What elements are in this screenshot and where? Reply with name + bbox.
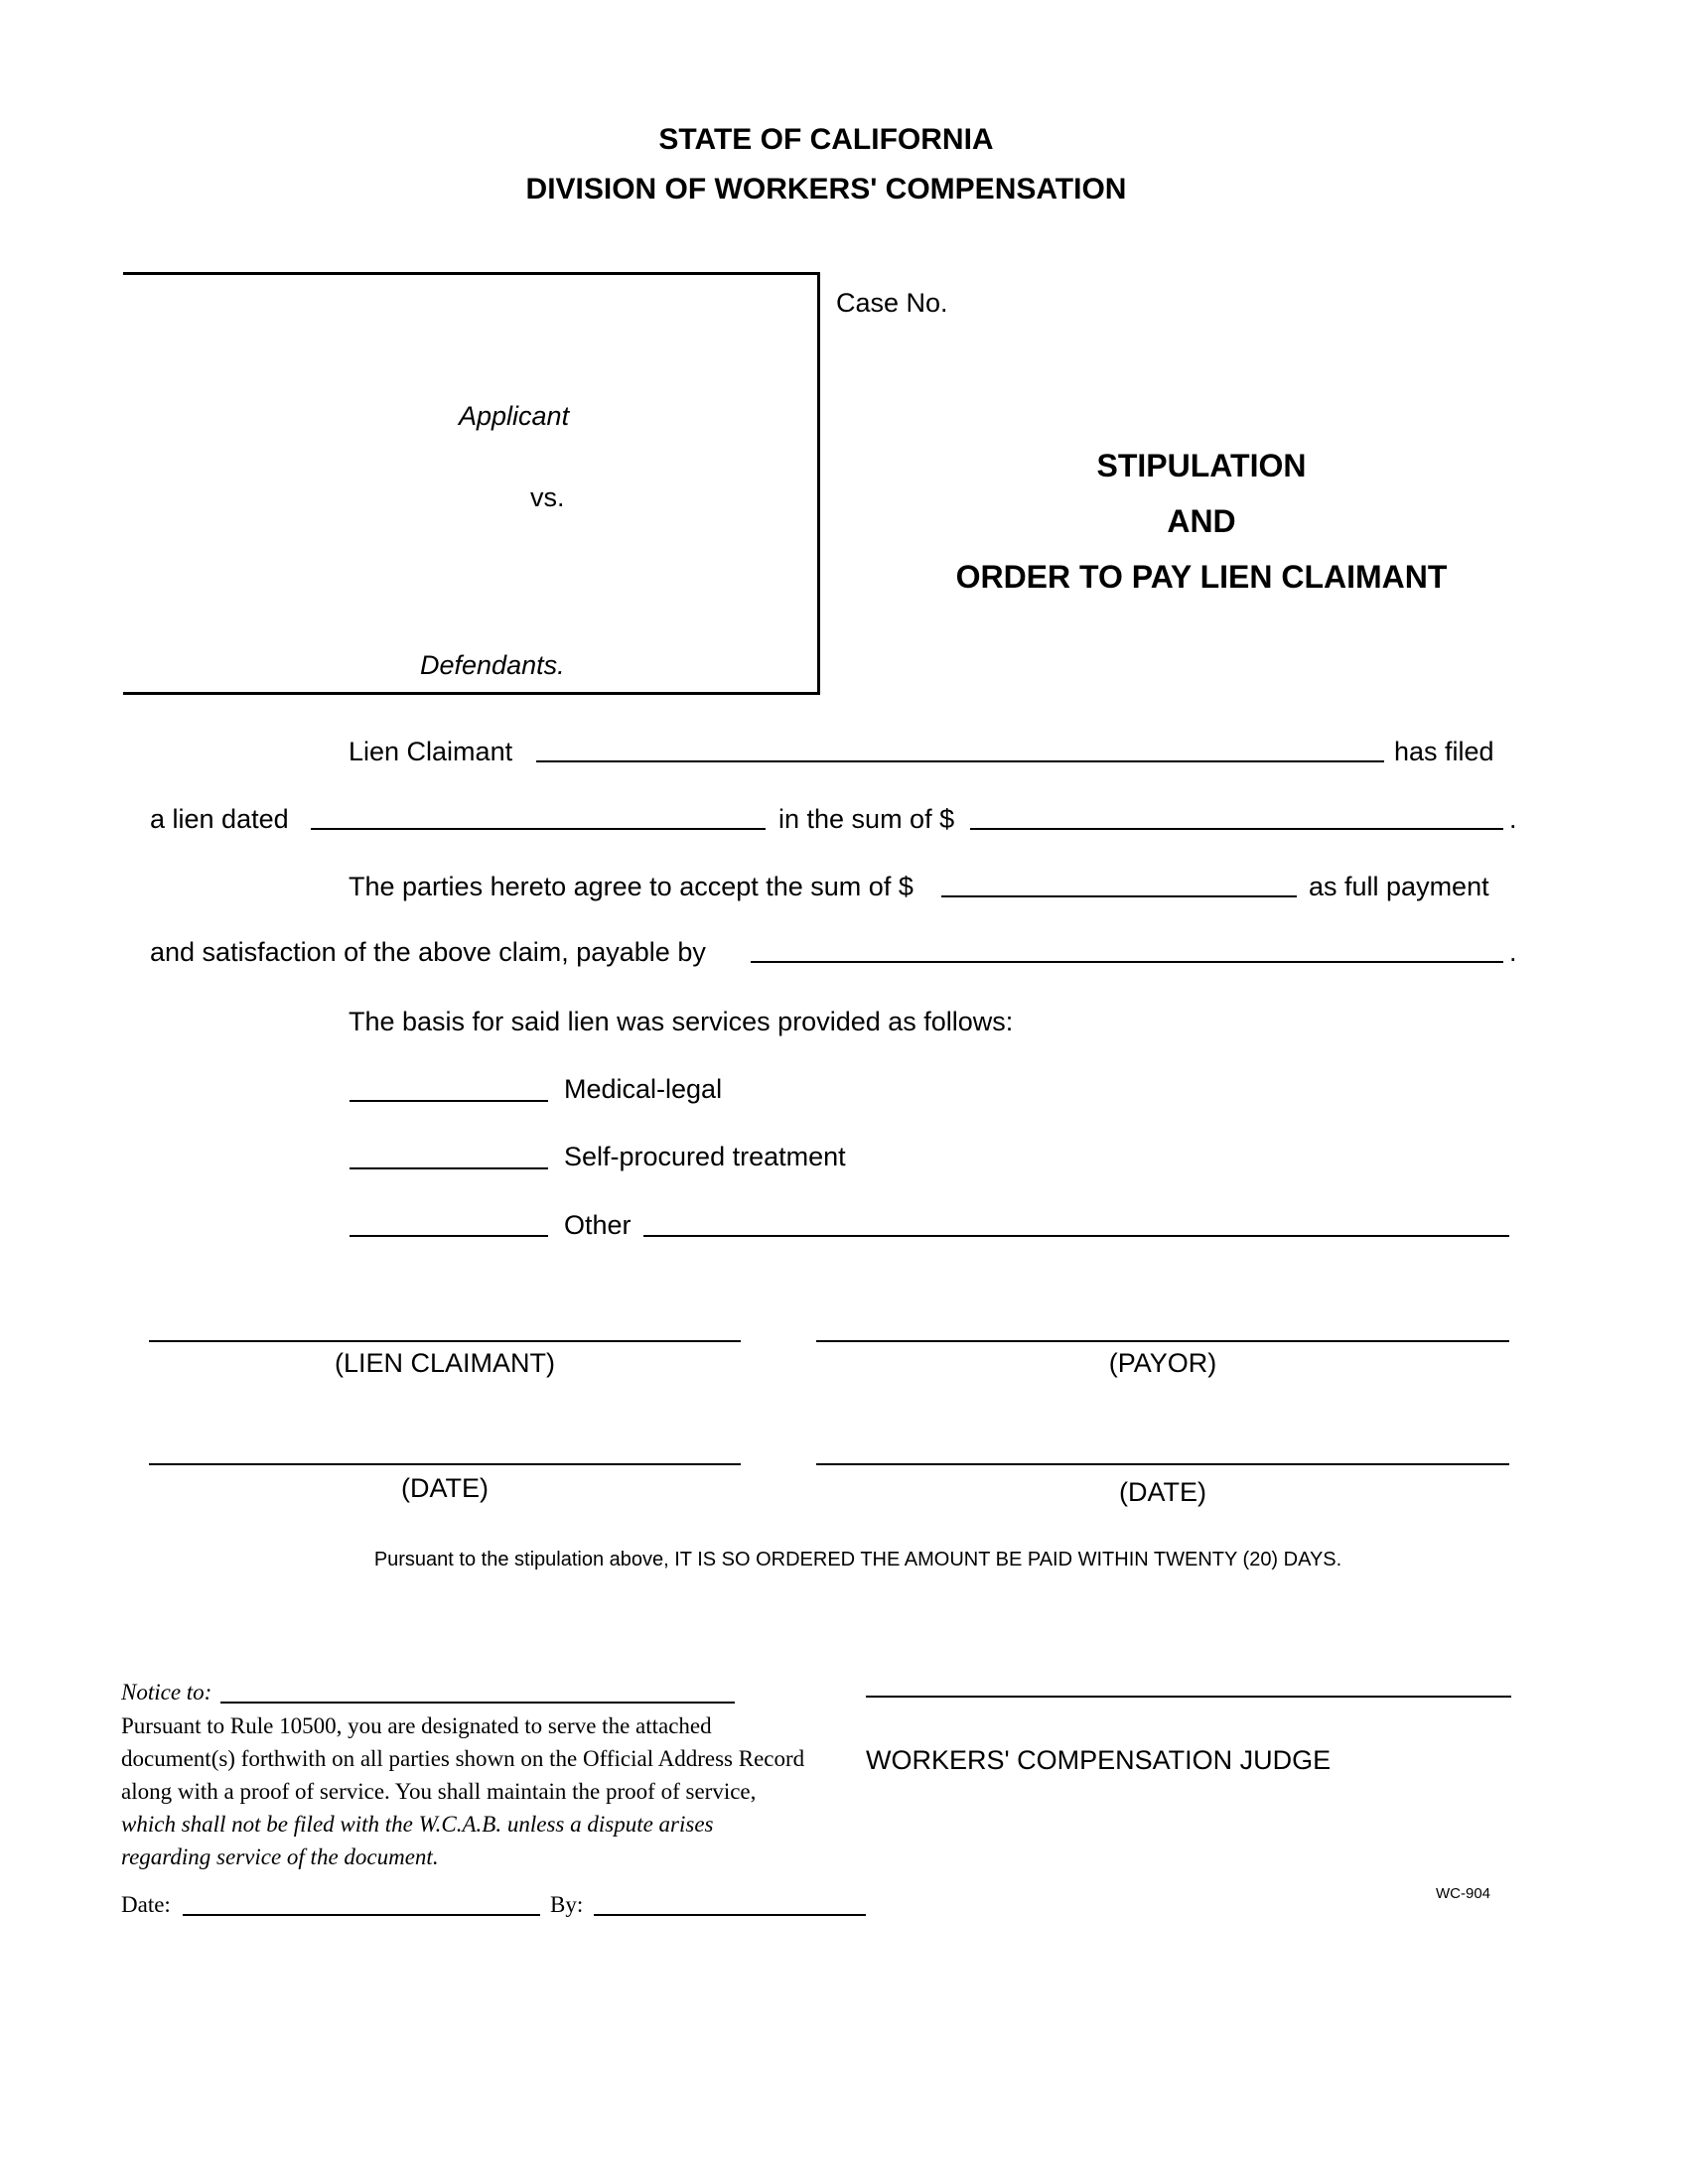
title-stipulation: STIPULATION (1096, 448, 1307, 483)
lien-date-field[interactable] (311, 828, 766, 830)
payable-by-field[interactable] (751, 961, 1503, 963)
lien-claimant-signature-label: (LIEN CLAIMANT) (334, 1348, 556, 1378)
option-other: Other (564, 1210, 632, 1240)
notice-to-field[interactable] (220, 1702, 735, 1704)
period-1: . (1509, 804, 1517, 834)
notice-date-label: Date: (121, 1892, 171, 1917)
lien-claimant-field[interactable] (536, 760, 1384, 762)
caption-box (123, 272, 820, 695)
order-text: Pursuant to the stipulation above, IT IS SO ORDERED THE AMOUNT BE PAID WITHIN TWENTY (20) DAYS. (373, 1549, 1342, 1570)
title-and: AND (1167, 503, 1236, 539)
full-payment-text: as full payment (1309, 872, 1489, 901)
basis-text: The basis for said lien was services provided as follows: (349, 1007, 1014, 1036)
vs-label: vs. (530, 482, 565, 512)
option-self-procured: Self-procured treatment (564, 1142, 846, 1171)
judge-signature-field[interactable] (866, 1696, 1511, 1698)
self-procured-check-field[interactable] (350, 1167, 548, 1169)
defendants-label: Defendants. (420, 650, 565, 680)
case-number-label: Case No. (836, 288, 948, 318)
applicant-label: Applicant (459, 401, 570, 431)
lien-claimant-date-label: (DATE) (401, 1473, 489, 1503)
medical-legal-check-field[interactable] (350, 1100, 548, 1102)
notice-paragraph (121, 1709, 806, 1873)
notice-text: Pursuant to Rule 10500, you are designated to serve the attached document(s) forthwith on all parties shown on the Official Address Record along with a proof of service. You shall maintain the proof of service, (121, 1713, 805, 1804)
notice-by-field[interactable] (594, 1914, 866, 1916)
payor-date-label: (DATE) (1119, 1477, 1206, 1507)
lien-claimant-signature-field[interactable] (149, 1340, 741, 1342)
lien-dated-label: a lien dated (150, 804, 289, 834)
agree-text: The parties hereto agree to accept the sum of $ (349, 872, 914, 901)
notice-date-field[interactable] (183, 1914, 540, 1916)
notice-by-label: By: (550, 1892, 584, 1917)
has-filed-text: has filed (1394, 737, 1494, 766)
period-2: . (1509, 937, 1517, 967)
lien-sum-field[interactable] (970, 828, 1503, 830)
header-division: DIVISION OF WORKERS' COMPENSATION (525, 173, 1127, 205)
option-medical-legal: Medical-legal (564, 1074, 723, 1104)
notice-text-italic: which shall not be filed with the W.C.A.B. unless a dispute arises regarding service of the document. (121, 1812, 714, 1869)
in-sum-label: in the sum of $ (778, 804, 955, 834)
form-number: WC-904 (1436, 1885, 1491, 1902)
lien-claimant-date-field[interactable] (149, 1463, 741, 1465)
other-description-field[interactable] (643, 1235, 1509, 1237)
header-state: STATE OF CALIFORNIA (658, 123, 994, 156)
payor-signature-label: (PAYOR) (1108, 1348, 1217, 1378)
satisfaction-text: and satisfaction of the above claim, payable by (150, 937, 706, 967)
other-check-field[interactable] (350, 1235, 548, 1237)
payor-signature-field[interactable] (816, 1340, 1509, 1342)
agreed-sum-field[interactable] (941, 895, 1297, 897)
notice-to-label: Notice to: (121, 1680, 212, 1705)
title-order: ORDER TO PAY LIEN CLAIMANT (955, 559, 1448, 595)
payor-date-field[interactable] (816, 1463, 1509, 1465)
lien-claimant-label: Lien Claimant (349, 737, 513, 766)
judge-label: WORKERS' COMPENSATION JUDGE (866, 1745, 1332, 1775)
